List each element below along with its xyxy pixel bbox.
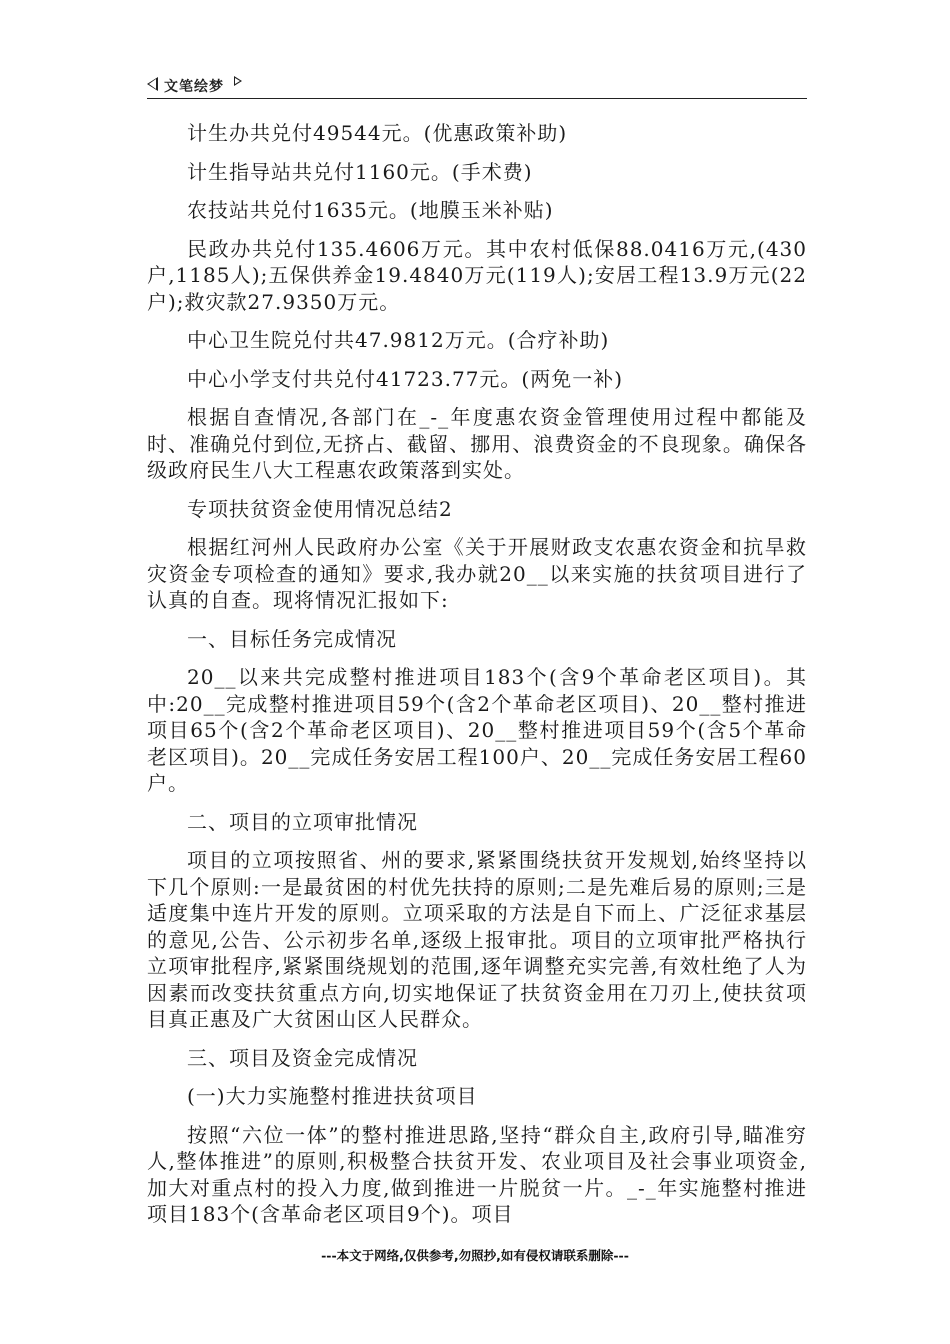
paragraph: 农技站共兑付1635元。(地膜玉米补贴)	[187, 198, 554, 222]
paragraph: 根据红河州人民政府办公室《关于开展财政支农惠农资金和抗旱救灾资金专项检查的通知》要求,我办就20__以来实施的扶贫项目进行了认真的自查。现将情况汇报如下:	[147, 535, 807, 612]
paragraph: 中心小学支付共兑付41723.77元。(两免一补)	[187, 366, 624, 391]
paragraph: 计生指导站共兑付1160元。(手术费)	[187, 159, 533, 184]
paragraph: 根据自查情况,各部门在_-_年度惠农资金管理使用过程中都能及时、准确兑付到位,无挤占、截留、挪用、浪费资金的不良现象。确保各级政府民生八大工程惠农政策落到实处。	[147, 405, 807, 482]
section-heading: 三、项目及资金完成情况	[187, 1045, 418, 1070]
right-triangle-icon	[234, 76, 242, 86]
document-body	[147, 120, 807, 1240]
page-header	[147, 72, 807, 99]
footer-notice: ---本文于网络,仅供参考,勿照抄,如有侵权请联系删除---	[321, 1248, 629, 1263]
left-triangle-icon	[147, 77, 158, 91]
paragraph: 项目的立项按照省、州的要求,紧紧围绕扶贫开发规划,始终坚持以下几个原则:一是最贫困的村优先扶持的原则;二是先难后易的原则;三是适度集中连片开发的原则。立项采取的方法是自下而上、广泛征求基层的意见,公告、公示初步名单,逐级上报审批。项目的立项审批严格执行立项审批程序,紧紧围绕规划的范围,逐年调整充实完善,有效杜绝了人为因素而改变扶贫重点方向,切实地保证了扶贫资金用在刀刃上,使扶贫项目真正惠及广大贫困山区人民群众。	[147, 848, 807, 1031]
paragraph: 按照“六位一体”的整村推进思路,坚持“群众自主,政府引导,瞄准穷人,整体推进”的原则,积极整合扶贫开发、农业项目及社会事业项资金,加大对重点村的投入力度,做到推进一片脱贫一片。_-_年实施整村推进项目183个(含革命老区项目9个)。项目	[147, 1122, 807, 1226]
paragraph: 20__以来共完成整村推进项目183个(含9个革命老区项目)。其中:20__完成整村推进项目59个(含2个革命老区项目)、20__整村推进项目65个(含2个革命老区项目)、20__整村推进项目59个(含5个革命老区项目)。20__完成任务安居工程100户、20__完成任务安居工程60户。	[147, 665, 807, 795]
paragraph: 计生办共兑付49544元。(优惠政策补助)	[187, 121, 568, 145]
section-heading: 二、项目的立项审批情况	[187, 809, 418, 834]
subsection-heading: (一)大力实施整村推进扶贫项目	[187, 1084, 478, 1108]
section-heading: 一、目标任务完成情况	[187, 626, 397, 651]
section-title: 专项扶贫资金使用情况总结2	[187, 496, 453, 521]
header-brand: 文笔绘梦	[164, 79, 224, 95]
paragraph: 中心卫生院兑付共47.9812万元。(合疗补助)	[187, 328, 610, 352]
paragraph: 民政办共兑付135.4606万元。其中农村低保88.0416万元,(430户,1185人);五保供养金19.4840万元(119人);安居工程13.9万元(22户);救灾款27.9350万元。	[147, 236, 807, 314]
